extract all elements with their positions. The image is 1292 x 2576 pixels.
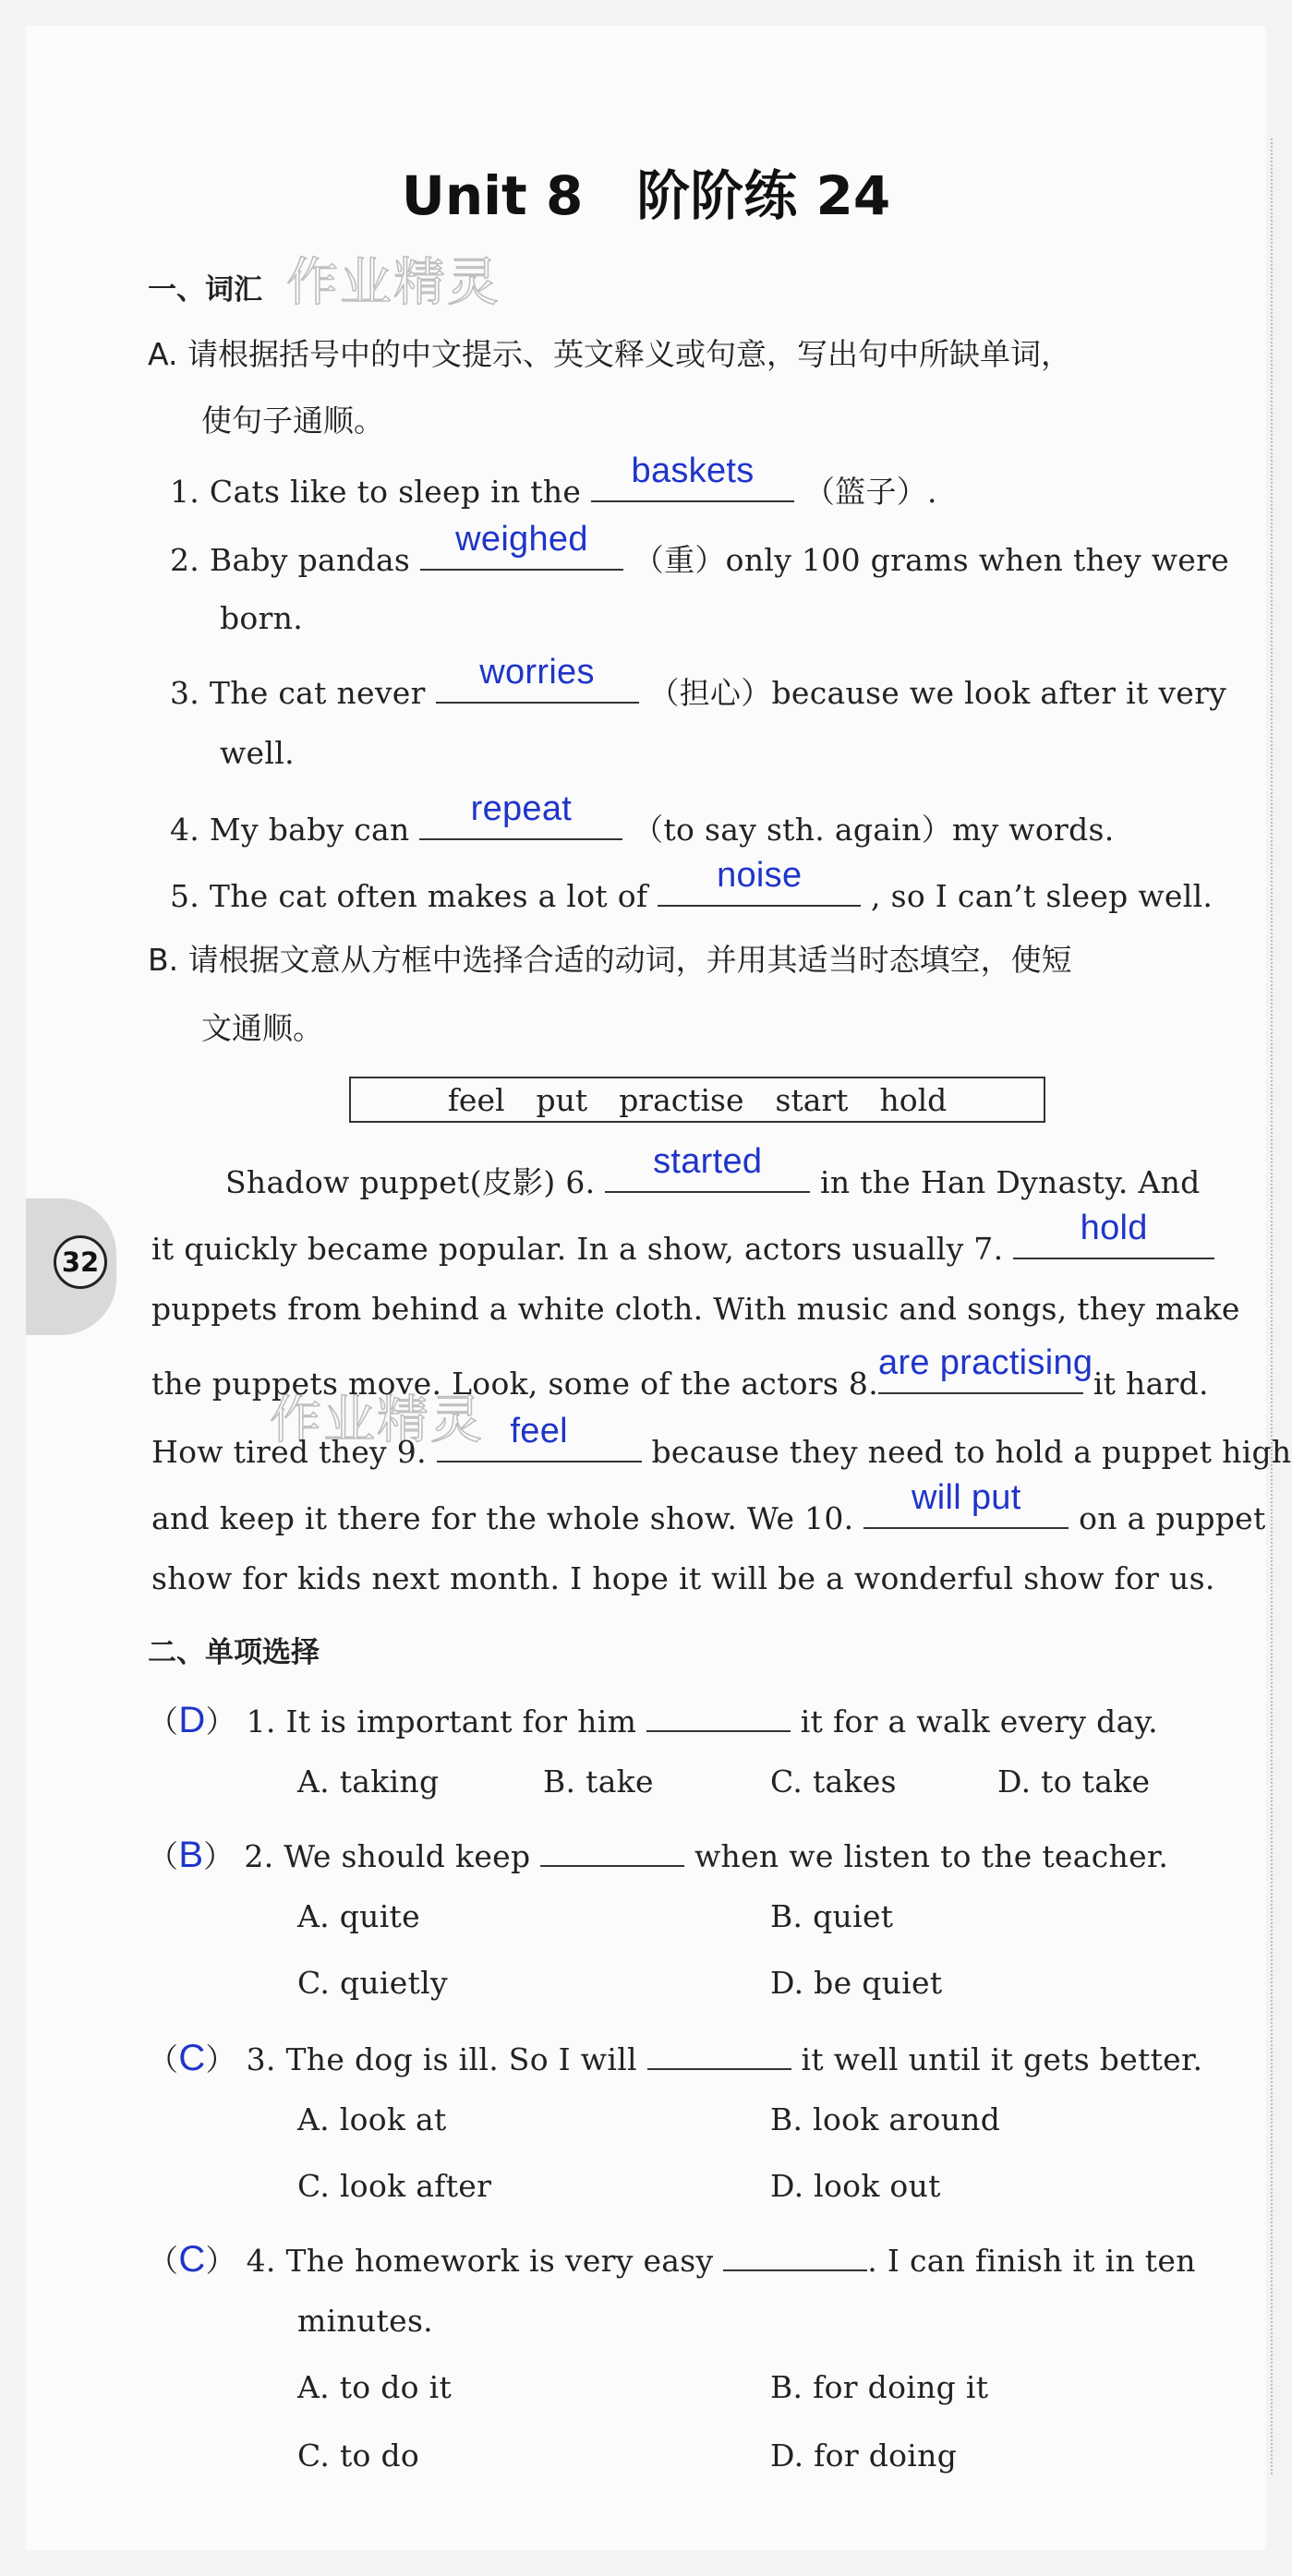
mc-question-4 [148, 2234, 1196, 2281]
page-title: Unit 8 阶阶练 24 [401, 164, 891, 227]
binding-line [1271, 138, 1273, 2474]
item-text-after: （担心）because we look after it very [648, 675, 1227, 711]
question-stem: The dog is ill. So I will [285, 2041, 637, 2077]
item-text-before: Baby pandas [209, 542, 411, 578]
word-option: start [775, 1081, 849, 1118]
stem-blank [646, 1695, 791, 1732]
answer-blank[interactable] [419, 789, 622, 840]
question-stem: it well until it gets better. [801, 2041, 1203, 2077]
item-text-after: （to say sth. again）my words. [633, 812, 1115, 848]
handwritten-choice: C [178, 2038, 206, 2078]
item-text-before: Cats like to sleep in the [209, 474, 582, 510]
answer-blank[interactable] [878, 1343, 1093, 1394]
passage-text: in the Han Dynasty. And [820, 1164, 1201, 1200]
handwritten-answer: repeat [470, 789, 573, 828]
passage-line-1 [225, 1142, 1201, 1202]
handwritten-answer: noise [717, 856, 803, 895]
watermark-middle: 作业精灵 [270, 1390, 484, 1451]
passage-text: on a puppet [1079, 1500, 1266, 1536]
answer-blank[interactable] [437, 1412, 642, 1463]
mc-question-3 [148, 2033, 1202, 2079]
answer-paren: （B） [148, 1835, 235, 1875]
handwritten-answer: hold [1080, 1209, 1148, 1247]
answer-blank[interactable] [863, 1478, 1069, 1529]
handwritten-answer: baskets [631, 451, 755, 490]
option-d: D. to take [997, 1763, 1151, 1800]
word-option: put [536, 1081, 588, 1118]
answer-paren: （D） [148, 1700, 236, 1740]
passage-line-7: show for kids next month. I hope it will be a wonderful show for us. [151, 1560, 1215, 1596]
answer-paren: （C） [148, 2038, 236, 2078]
question-stem: when we listen to the teacher. [694, 1838, 1169, 1874]
option-b: B. for doing it [770, 2369, 989, 2405]
item-text-after: （重）only 100 grams when they were [633, 542, 1229, 578]
item-text-before: The cat often makes a lot of [209, 878, 648, 914]
partB-instruction-2: 文通顺。 [201, 1010, 323, 1046]
mc-question-2 [148, 1830, 1168, 1876]
partA-instruction-1: A. 请根据括号中的中文提示、英文释义或句意，写出句中所缺单词， [148, 336, 1071, 372]
section2-heading: 二、单项选择 [148, 1636, 320, 1669]
partB-instruction-1: B. 请根据文意从方框中选择合适的动词，并用其适当时态填空，使短 [148, 942, 1072, 978]
word-box [349, 1077, 1045, 1123]
question-stem: We should keep [284, 1838, 531, 1874]
handwritten-choice: C [178, 2239, 206, 2280]
passage-line-4 [151, 1343, 1209, 1402]
option-c: C. quietly [297, 1965, 448, 2001]
section1-heading: 一、词汇 [148, 273, 262, 307]
watermark-top: 作业精灵 [286, 253, 501, 313]
passage-text: because they need to hold a puppet high [651, 1434, 1292, 1470]
item-number: 3. [170, 675, 200, 711]
question-stem: The homework is very easy [285, 2243, 714, 2279]
question-number: 1. [246, 1703, 276, 1739]
answer-blank[interactable] [591, 451, 794, 502]
vocab-item-1 [170, 451, 937, 512]
handwritten-answer: feel [510, 1412, 568, 1451]
handwritten-choice: D [178, 1700, 206, 1740]
option-a: A. look at [297, 2101, 447, 2137]
item-text-before: My baby can [209, 812, 410, 848]
option-c: C. look after [297, 2168, 492, 2204]
option-c: C. to do [297, 2438, 420, 2474]
word-option: hold [879, 1081, 948, 1118]
option-a: A. to do it [297, 2369, 453, 2405]
answer-blank[interactable] [605, 1142, 810, 1193]
vocab-item-2 [170, 520, 1229, 580]
vocab-item-4 [170, 789, 1115, 849]
handwritten-answer: started [653, 1142, 763, 1181]
option-d: D. look out [770, 2168, 941, 2204]
option-d: D. be quiet [770, 1965, 943, 2001]
passage-text: the puppets move. Look, some of the actors 8. [151, 1366, 879, 1402]
stem-blank [540, 1830, 684, 1867]
question-stem: . I can finish it in ten [867, 2243, 1196, 2279]
answer-blank[interactable] [436, 653, 639, 704]
passage-text: How tired they 9. [151, 1434, 427, 1470]
option-b: B. quiet [770, 1898, 894, 1934]
option-c: C. takes [770, 1763, 897, 1800]
vocab-item-2-cont: born. [220, 600, 304, 636]
passage-text: Shadow puppet(皮影) 6. [225, 1164, 596, 1200]
mc-question-4-cont: minutes. [297, 2303, 433, 2339]
item-text-after: , so I can’t sleep well. [871, 878, 1214, 914]
question-number: 4. [246, 2243, 276, 2279]
handwritten-answer: weighed [455, 520, 588, 559]
vocab-item-3-cont: well. [220, 735, 295, 771]
answer-blank[interactable] [420, 520, 623, 571]
passage-line-6 [151, 1478, 1266, 1536]
stem-blank [647, 2033, 791, 2070]
answer-paren: （C） [148, 2239, 236, 2280]
answer-blank[interactable] [658, 856, 861, 907]
option-d: D. for doing [770, 2438, 958, 2474]
vocab-item-5 [170, 856, 1214, 914]
item-number: 2. [170, 542, 200, 578]
item-number: 1. [170, 474, 200, 510]
handwritten-answer: will put [912, 1478, 1021, 1517]
answer-blank[interactable] [1013, 1209, 1214, 1259]
item-text-after: （篮子）. [803, 474, 937, 510]
option-a: A. taking [297, 1763, 440, 1800]
word-option: practise [619, 1081, 744, 1118]
question-stem: It is important for him [285, 1703, 637, 1739]
stem-blank [723, 2234, 867, 2271]
option-a: A. quite [297, 1898, 420, 1934]
mc-question-1 [148, 1695, 1158, 1741]
passage-text: it hard. [1093, 1366, 1209, 1402]
vocab-item-3 [170, 653, 1227, 713]
passage-text: it quickly became popular. In a show, actors usually 7. [151, 1231, 1004, 1267]
passage-line-2 [151, 1209, 1214, 1267]
question-stem: it for a walk every day. [800, 1703, 1158, 1739]
option-b: B. look around [770, 2101, 1001, 2137]
word-option: feel [447, 1081, 505, 1118]
question-number: 3. [246, 2041, 276, 2077]
option-b: B. take [543, 1763, 654, 1800]
handwritten-answer: worries [479, 653, 595, 692]
handwritten-choice: B [178, 1835, 204, 1875]
passage-line-3: puppets from behind a white cloth. With music and songs, they make [151, 1291, 1240, 1327]
page-number: 32 [54, 1235, 107, 1289]
partA-instruction-2: 使句子通顺。 [201, 403, 384, 439]
item-text-before: The cat never [209, 675, 426, 711]
item-number: 5. [170, 878, 200, 914]
passage-text: and keep it there for the whole show. We 10. [151, 1500, 854, 1536]
handwritten-answer: are practising [878, 1343, 1093, 1382]
question-number: 2. [244, 1838, 274, 1874]
item-number: 4. [170, 812, 200, 848]
